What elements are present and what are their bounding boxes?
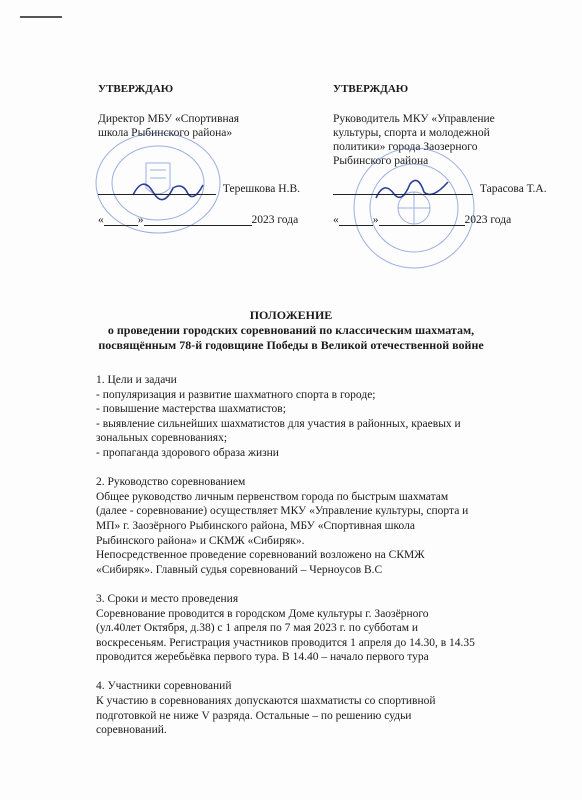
section-line: Соревнование проводится в городском Доме культуры г. Заозёрного xyxy=(96,607,429,620)
section-line: (далее - соревнование) осуществляет МКУ «Управление культуры, спорта и xyxy=(96,505,469,518)
date-quote-close: » xyxy=(372,214,379,226)
section-goals xyxy=(96,373,546,461)
section-line: «Сибиряк». Главный судья соревнований – Черноусов В.С xyxy=(96,563,383,576)
section-line: проводится жеребьёвка первого тура. В 14.40 – начало первого тура xyxy=(96,651,429,664)
section-management xyxy=(96,475,546,577)
signer-name-left: Терешкова Н.В. xyxy=(222,183,301,195)
section-participants xyxy=(96,679,546,737)
title-line: ПОЛОЖЕНИЕ xyxy=(249,308,333,322)
date-quote-open: « xyxy=(333,214,339,226)
date-month-line xyxy=(144,213,252,226)
date-quote-open: « xyxy=(98,214,104,226)
date-month-line xyxy=(379,213,465,226)
date-year-left: 2023 года xyxy=(251,214,299,226)
section-line: - популяризация и развитие шахматного спорта в городе; xyxy=(96,388,376,401)
section-heading: 4. Участники соревнований xyxy=(96,680,232,693)
section-line: соревнований. xyxy=(96,724,167,737)
section-line: подготовкой не ниже V разряда. Остальные – по решению судьи xyxy=(96,709,412,722)
signature-line xyxy=(333,181,473,195)
section-line: зональных соревнованиях; xyxy=(96,432,228,445)
approval-heading-right: УТВЕРЖДАЮ xyxy=(333,83,409,95)
section-line: К участию в соревнованиях допускаются шахматисты со спортивной xyxy=(96,695,436,708)
title-line: посвящённым 78-й годовщине Победы в Великой отечественной войне xyxy=(98,338,484,352)
date-quote-close: » xyxy=(137,214,144,226)
signature-line xyxy=(98,181,216,195)
document-body xyxy=(96,373,546,752)
section-line: Рыбинского района» и СКМЖ «Сибиряк». xyxy=(96,534,305,547)
section-line: (ул.40лет Октября, д.38) с 1 апреля по 7 мая 2023 г. по субботам и xyxy=(96,622,418,635)
approval-line: школа Рыбинского района» xyxy=(98,127,233,139)
section-line: - повышение мастерства шахматистов; xyxy=(96,403,286,416)
section-line: Непосредственное проведение соревнований возложено на СКМЖ xyxy=(96,549,425,562)
section-heading: 1. Цели и задачи xyxy=(96,374,177,386)
date-day-line xyxy=(104,213,138,226)
approval-line: Директор МБУ «Спортивная xyxy=(98,113,240,125)
section-line: - выявление сильнейших шахматистов для участия в районных, краевых и xyxy=(96,417,461,430)
section-heading: 2. Руководство соревнованием xyxy=(96,476,246,489)
approval-line: политики» города Заозерного xyxy=(333,141,478,153)
section-line: МП» г. Заозёрного Рыбинского района, МБУ «Спортивная школа xyxy=(96,519,415,532)
section-line: воскресеньям. Регистрация участников проводится 1 апреля до 14.30, в 14.35 xyxy=(96,636,475,649)
section-heading: 3. Сроки и место проведения xyxy=(96,592,239,605)
section-line: - пропаганда здорового образа жизни xyxy=(96,446,279,459)
approval-line: культуры, спорта и молодежной xyxy=(333,127,490,139)
title-line: о проведении городских соревнований по классическим шахматам, xyxy=(107,323,475,337)
date-row-left xyxy=(98,213,298,226)
approval-line: Руководитель МКУ «Управление xyxy=(333,113,495,125)
corner-mark xyxy=(20,16,62,18)
document-title xyxy=(60,308,522,353)
section-line: Общее руководство личным первенством города по быстрым шахматам xyxy=(96,490,449,503)
approval-line: Рыбинского района xyxy=(333,155,429,167)
section-dates-place xyxy=(96,592,546,665)
signer-name-right: Тарасова Т.А. xyxy=(479,183,547,195)
date-year-right: 2023 года xyxy=(464,214,512,226)
signature-row-right xyxy=(333,181,547,195)
date-day-line xyxy=(339,213,373,226)
signature-row-left xyxy=(98,181,300,195)
approval-heading-left: УТВЕРЖДАЮ xyxy=(98,83,174,95)
date-row-right xyxy=(333,213,511,226)
